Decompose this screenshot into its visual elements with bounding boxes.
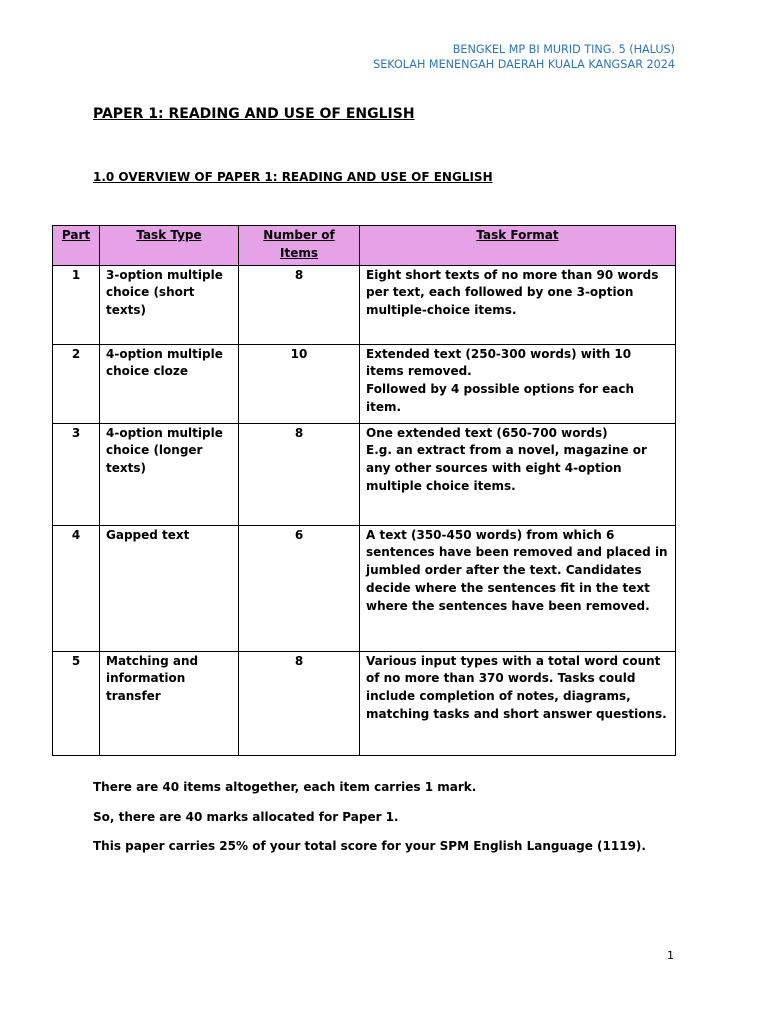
overview-table [52, 225, 676, 756]
part-cell: 4 [53, 525, 100, 651]
part-cell: 3 [53, 423, 100, 525]
task-format-cell [360, 265, 676, 344]
task-format-line: One extended text (650-700 words) [366, 425, 608, 440]
column-header-part: Part [53, 226, 100, 266]
task-format-line: Followed by 4 possible options for each item. [366, 382, 635, 414]
task-format-line: Extended text (250-300 words) with 10 items removed. [366, 346, 632, 379]
summary-notes [93, 778, 646, 867]
items-count-cell: 8 [239, 265, 360, 344]
task-format-line: A text (350-450 words) from which 6 sentences have been removed and placed in jumbled order after the text. Candidates decide where the sentences fit in the text where the sentences have been removed. [366, 527, 668, 613]
column-header-task-format: Task Format [360, 226, 676, 266]
task-type-cell: 4-option multiple choice cloze [100, 344, 239, 423]
task-format-cell [360, 525, 676, 651]
part-cell: 1 [53, 265, 100, 344]
items-count-cell: 8 [239, 423, 360, 525]
table-header-row [53, 226, 676, 266]
items-count-cell: 8 [239, 651, 360, 755]
page-header [373, 42, 675, 72]
task-type-cell: 4-option multiple choice (longer texts) [100, 423, 239, 525]
column-header-task-type: Task Type [100, 226, 239, 266]
column-header-number-of-items: Number of Items [239, 226, 360, 266]
table-row [53, 344, 676, 423]
task-format-cell [360, 344, 676, 423]
table-row [53, 525, 676, 651]
note-total-items: There are 40 items altogether, each item carries 1 mark. [93, 780, 477, 794]
task-format-line: Various input types with a total word count of no more than 370 words. Tasks could include completion of notes, diagrams, matching tasks and short answer questions. [366, 653, 667, 721]
page-number: 1 [667, 949, 674, 962]
task-type-cell: 3-option multiple choice (short texts) [100, 265, 239, 344]
table-row [53, 651, 676, 755]
task-type-cell: Gapped text [100, 525, 239, 651]
part-cell: 5 [53, 651, 100, 755]
section-title: 1.0 OVERVIEW OF PAPER 1: READING AND USE OF ENGLISH [93, 170, 493, 184]
note-score-weight: This paper carries 25% of your total score for your SPM English Language (1119). [93, 839, 646, 853]
task-format-line: Eight short texts of no more than 90 words per text, each followed by one 3-option multiple-choice items. [366, 267, 659, 318]
header-workshop-title: BENGKEL MP BI MURID TING. 5 (HALUS) [452, 43, 675, 56]
header-school-name: SEKOLAH MENENGAH DAERAH KUALA KANGSAR 2024 [373, 58, 675, 71]
items-count-cell: 10 [239, 344, 360, 423]
task-type-cell: Matching and information transfer [100, 651, 239, 755]
items-count-cell: 6 [239, 525, 360, 651]
task-format-cell [360, 423, 676, 525]
part-cell: 2 [53, 344, 100, 423]
paper-title: PAPER 1: READING AND USE OF ENGLISH [93, 106, 415, 122]
table-row [53, 423, 676, 525]
task-format-line: E.g. an extract from a novel, magazine or any other sources with eight 4-option multiple choice items. [366, 443, 647, 493]
task-format-cell [360, 651, 676, 755]
table-row [53, 265, 676, 344]
note-total-marks: So, there are 40 marks allocated for Paper 1. [93, 809, 399, 824]
